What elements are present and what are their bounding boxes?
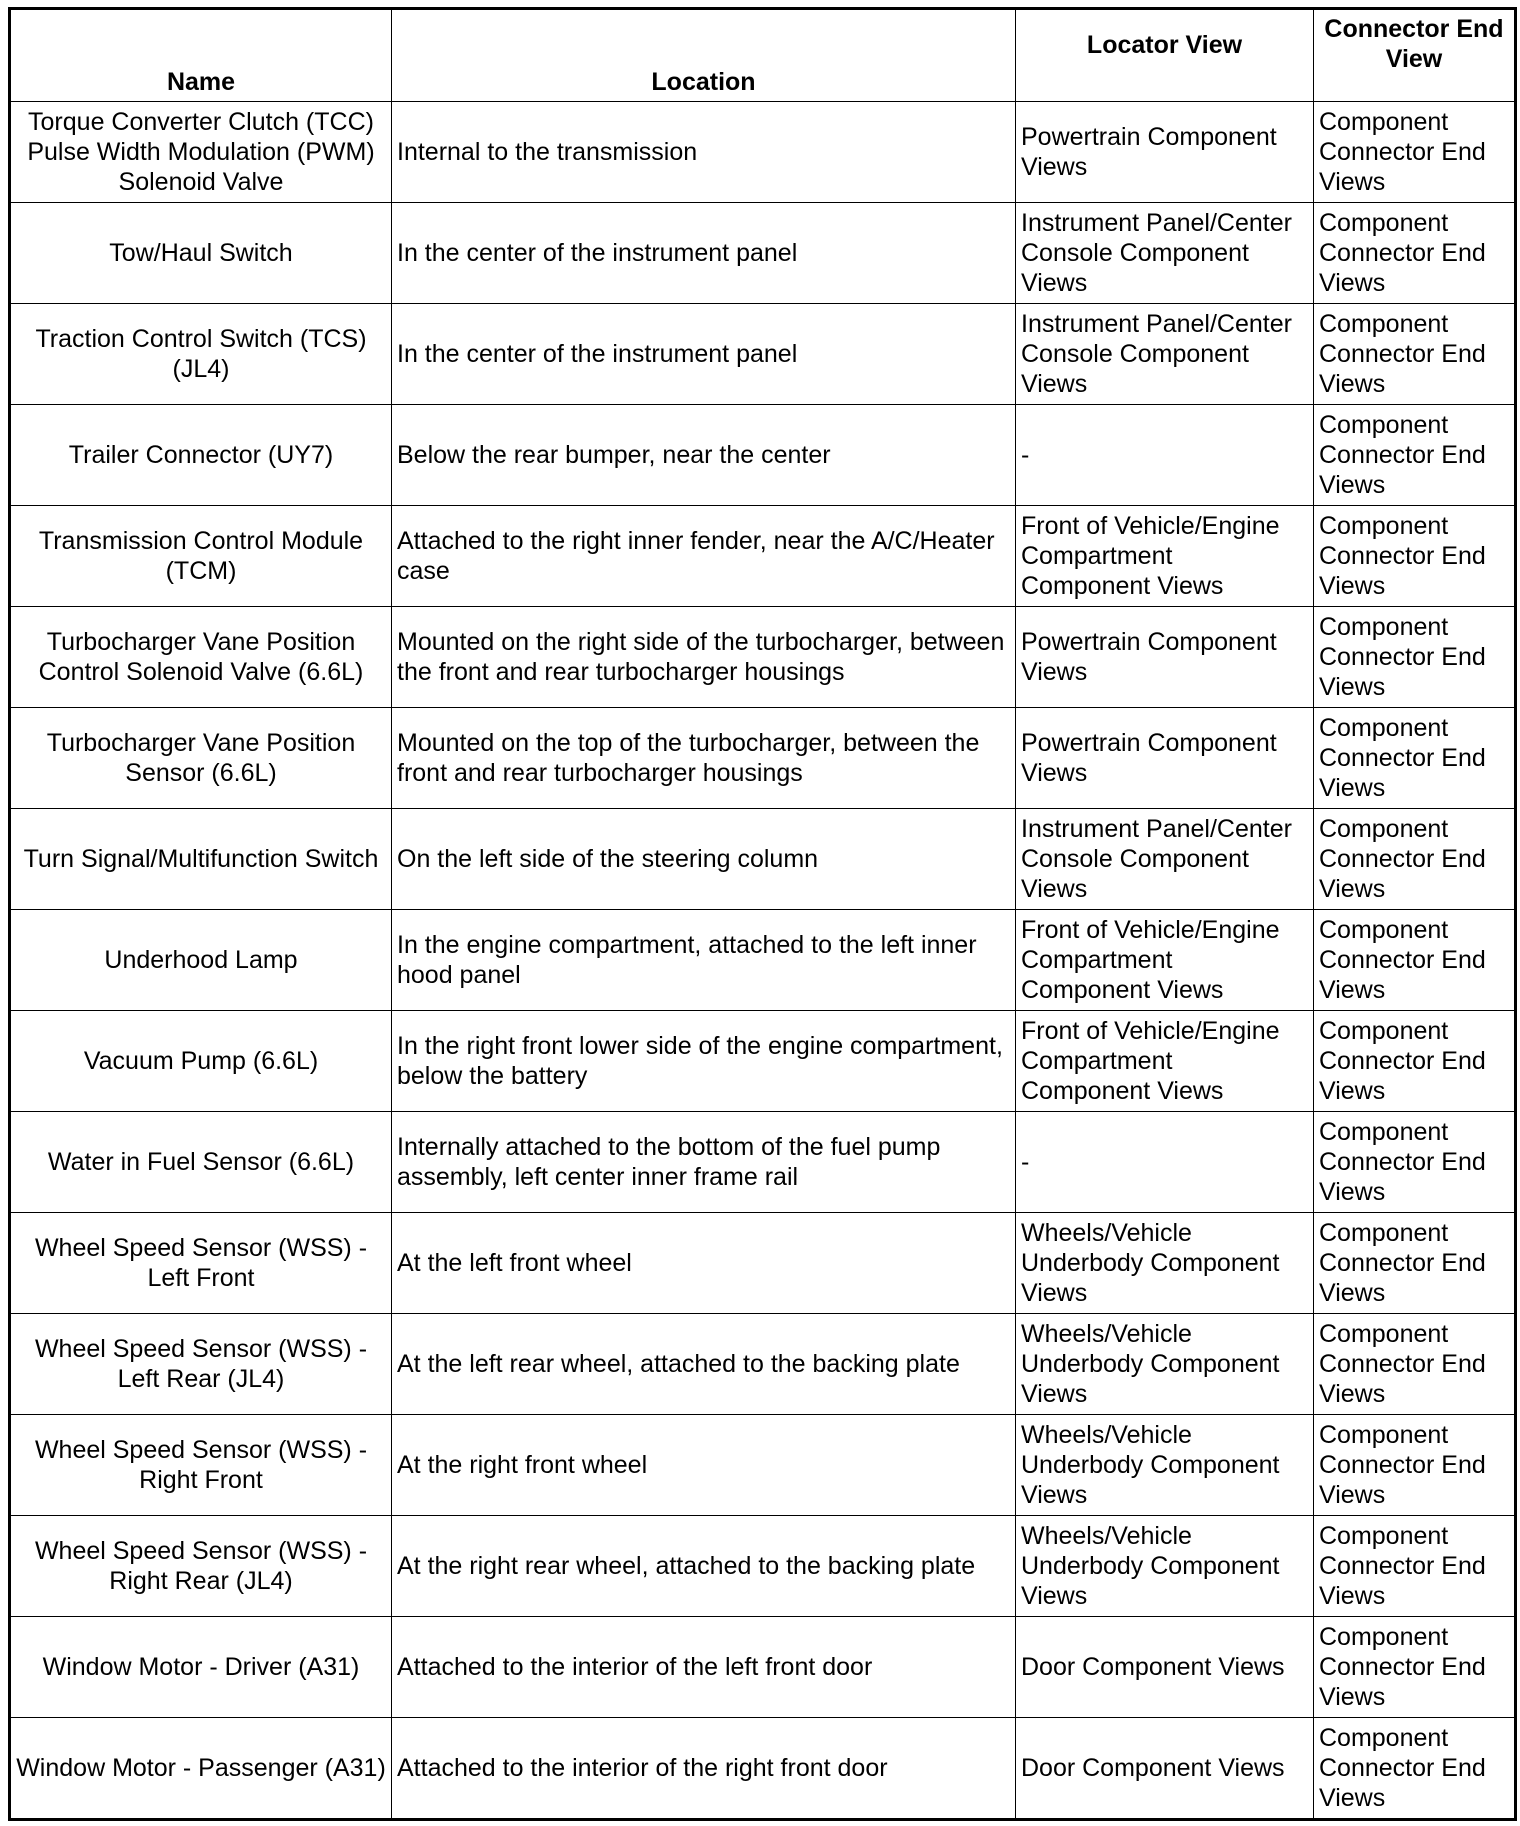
cell-locator-view: - xyxy=(1016,405,1314,506)
cell-locator-view: Wheels/Vehicle Underbody Component Views xyxy=(1016,1415,1314,1516)
cell-connector-end-view: Component Connector End Views xyxy=(1314,1112,1516,1213)
cell-locator-view: Wheels/Vehicle Underbody Component Views xyxy=(1016,1213,1314,1314)
cell-locator-view: Instrument Panel/Center Console Component Views xyxy=(1016,203,1314,304)
cell-locator-view: Door Component Views xyxy=(1016,1718,1314,1820)
table-row xyxy=(10,506,1516,607)
cell-connector-end-view: Component Connector End Views xyxy=(1314,1516,1516,1617)
cell-name: Wheel Speed Sensor (WSS) - Left Front xyxy=(10,1213,392,1314)
cell-locator-view: Instrument Panel/Center Console Component Views xyxy=(1016,304,1314,405)
cell-location: Mounted on the right side of the turbocharger, between the front and rear turbocharger housings xyxy=(392,607,1016,708)
cell-locator-view: Powertrain Component Views xyxy=(1016,102,1314,203)
cell-name: Turn Signal/Multifunction Switch xyxy=(10,809,392,910)
cell-connector-end-view: Component Connector End Views xyxy=(1314,708,1516,809)
cell-name: Turbocharger Vane Position Control Solenoid Valve (6.6L) xyxy=(10,607,392,708)
table-row xyxy=(10,1314,1516,1415)
header-row xyxy=(10,9,1516,102)
cell-connector-end-view: Component Connector End Views xyxy=(1314,1617,1516,1718)
cell-locator-view: Powertrain Component Views xyxy=(1016,708,1314,809)
cell-name: Water in Fuel Sensor (6.6L) xyxy=(10,1112,392,1213)
table-row xyxy=(10,1415,1516,1516)
column-header-locator-view: Locator View xyxy=(1016,9,1314,102)
cell-locator-view: Front of Vehicle/Engine Compartment Component Views xyxy=(1016,1011,1314,1112)
cell-connector-end-view: Component Connector End Views xyxy=(1314,1415,1516,1516)
cell-connector-end-view: Component Connector End Views xyxy=(1314,910,1516,1011)
cell-connector-end-view: Component Connector End Views xyxy=(1314,1011,1516,1112)
cell-connector-end-view: Component Connector End Views xyxy=(1314,1213,1516,1314)
table-row xyxy=(10,405,1516,506)
cell-locator-view: Door Component Views xyxy=(1016,1617,1314,1718)
table-row xyxy=(10,607,1516,708)
table-header xyxy=(10,9,1516,102)
cell-connector-end-view: Component Connector End Views xyxy=(1314,304,1516,405)
column-header-name: Name xyxy=(10,9,392,102)
cell-name: Vacuum Pump (6.6L) xyxy=(10,1011,392,1112)
cell-locator-view: - xyxy=(1016,1112,1314,1213)
cell-location: At the left rear wheel, attached to the backing plate xyxy=(392,1314,1016,1415)
cell-location: Below the rear bumper, near the center xyxy=(392,405,1016,506)
cell-location: In the center of the instrument panel xyxy=(392,203,1016,304)
cell-name: Torque Converter Clutch (TCC) Pulse Width Modulation (PWM) Solenoid Valve xyxy=(10,102,392,203)
cell-locator-view: Powertrain Component Views xyxy=(1016,607,1314,708)
component-locator-table xyxy=(8,7,1517,1821)
cell-connector-end-view: Component Connector End Views xyxy=(1314,1718,1516,1820)
table-row xyxy=(10,708,1516,809)
table-row xyxy=(10,203,1516,304)
cell-location: Internally attached to the bottom of the fuel pump assembly, left center inner frame rail xyxy=(392,1112,1016,1213)
cell-location: On the left side of the steering column xyxy=(392,809,1016,910)
table-row xyxy=(10,809,1516,910)
cell-location: Attached to the interior of the right front door xyxy=(392,1718,1016,1820)
table-row xyxy=(10,1718,1516,1820)
cell-locator-view: Front of Vehicle/Engine Compartment Component Views xyxy=(1016,910,1314,1011)
cell-connector-end-view: Component Connector End Views xyxy=(1314,506,1516,607)
column-header-location: Location xyxy=(392,9,1016,102)
cell-name: Window Motor - Passenger (A31) xyxy=(10,1718,392,1820)
cell-location: Attached to the right inner fender, near the A/C/Heater case xyxy=(392,506,1016,607)
cell-name: Traction Control Switch (TCS) (JL4) xyxy=(10,304,392,405)
cell-name: Wheel Speed Sensor (WSS) - Left Rear (JL4) xyxy=(10,1314,392,1415)
table-row xyxy=(10,910,1516,1011)
component-locator-table-container xyxy=(8,7,1517,1821)
cell-name: Wheel Speed Sensor (WSS) - Right Rear (JL4) xyxy=(10,1516,392,1617)
cell-name: Turbocharger Vane Position Sensor (6.6L) xyxy=(10,708,392,809)
cell-location: Attached to the interior of the left front door xyxy=(392,1617,1016,1718)
cell-name: Transmission Control Module (TCM) xyxy=(10,506,392,607)
table-row xyxy=(10,304,1516,405)
cell-locator-view: Instrument Panel/Center Console Component Views xyxy=(1016,809,1314,910)
table-row xyxy=(10,1617,1516,1718)
cell-connector-end-view: Component Connector End Views xyxy=(1314,203,1516,304)
cell-connector-end-view: Component Connector End Views xyxy=(1314,405,1516,506)
cell-connector-end-view: Component Connector End Views xyxy=(1314,809,1516,910)
cell-location: At the left front wheel xyxy=(392,1213,1016,1314)
table-body xyxy=(10,102,1516,1820)
cell-location: At the right rear wheel, attached to the backing plate xyxy=(392,1516,1016,1617)
cell-connector-end-view: Component Connector End Views xyxy=(1314,607,1516,708)
cell-name: Underhood Lamp xyxy=(10,910,392,1011)
cell-location: In the center of the instrument panel xyxy=(392,304,1016,405)
cell-locator-view: Wheels/Vehicle Underbody Component Views xyxy=(1016,1516,1314,1617)
cell-location: In the right front lower side of the engine compartment, below the battery xyxy=(392,1011,1016,1112)
cell-location: In the engine compartment, attached to the left inner hood panel xyxy=(392,910,1016,1011)
cell-name: Trailer Connector (UY7) xyxy=(10,405,392,506)
cell-connector-end-view: Component Connector End Views xyxy=(1314,102,1516,203)
cell-connector-end-view: Component Connector End Views xyxy=(1314,1314,1516,1415)
table-row xyxy=(10,1112,1516,1213)
cell-location: Mounted on the top of the turbocharger, between the front and rear turbocharger housings xyxy=(392,708,1016,809)
table-row xyxy=(10,102,1516,203)
table-row xyxy=(10,1213,1516,1314)
cell-location: Internal to the transmission xyxy=(392,102,1016,203)
cell-locator-view: Front of Vehicle/Engine Compartment Component Views xyxy=(1016,506,1314,607)
cell-name: Wheel Speed Sensor (WSS) - Right Front xyxy=(10,1415,392,1516)
table-row xyxy=(10,1516,1516,1617)
cell-location: At the right front wheel xyxy=(392,1415,1016,1516)
table-row xyxy=(10,1011,1516,1112)
column-header-connector-end-view: Connector End View xyxy=(1314,9,1516,102)
cell-locator-view: Wheels/Vehicle Underbody Component Views xyxy=(1016,1314,1314,1415)
cell-name: Tow/Haul Switch xyxy=(10,203,392,304)
cell-name: Window Motor - Driver (A31) xyxy=(10,1617,392,1718)
